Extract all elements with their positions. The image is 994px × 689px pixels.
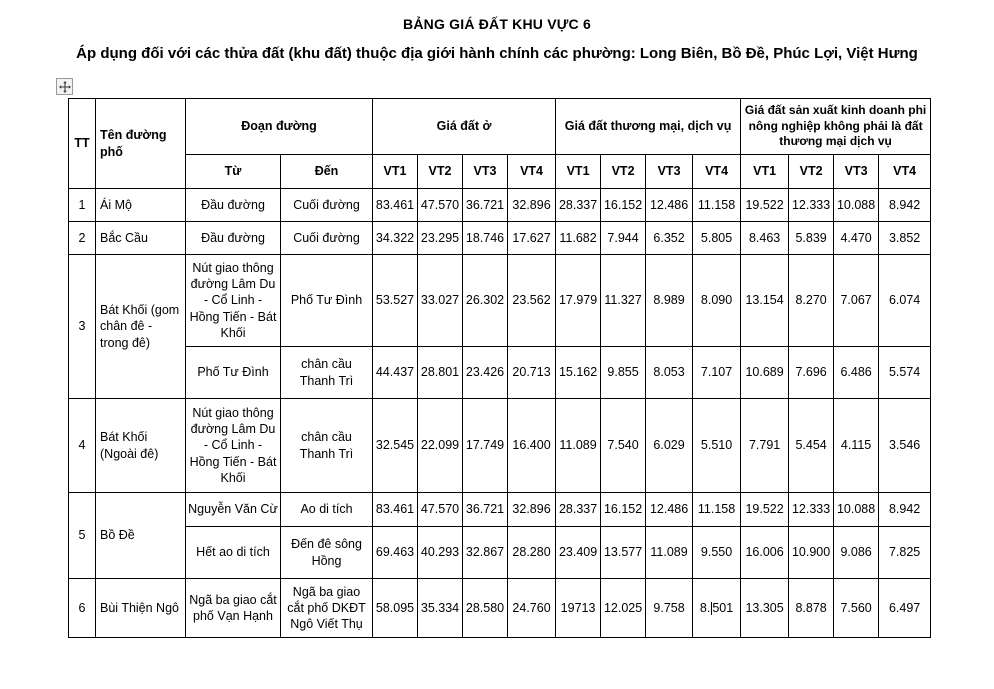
commercial-vt1-cell[interactable]: 11.089 [556,399,601,493]
header-business-vt1[interactable]: VT1 [741,155,789,189]
from-cell[interactable]: Nguyễn Văn Cừ [186,493,281,527]
tt-cell[interactable]: 6 [69,579,96,638]
residential-vt2-cell[interactable]: 40.293 [418,527,463,579]
commercial-vt3-cell[interactable]: 12.486 [646,493,693,527]
from-cell[interactable]: Hết ao di tích [186,527,281,579]
table-row [69,347,931,399]
tt-cell[interactable]: 4 [69,399,96,493]
header-commercial-vt3[interactable]: VT3 [646,155,693,189]
street-name-cell[interactable]: Bát Khối (gom chân đê - trong đê) [96,255,186,399]
table-body [69,189,931,638]
residential-vt1-cell[interactable]: 58.095 [373,579,418,638]
commercial-vt2-cell[interactable]: 11.327 [601,255,646,347]
header-street-name[interactable]: Tên đường phố [96,99,186,189]
table-row [69,579,931,638]
commercial-vt1-cell[interactable]: 28.337 [556,189,601,222]
residential-vt2-cell[interactable]: 23.295 [418,222,463,255]
header-commercial-vt4[interactable]: VT4 [693,155,741,189]
business-vt4-cell[interactable]: 8.942 [879,493,931,527]
header-residential-vt4[interactable]: VT4 [508,155,556,189]
table-row [69,189,931,222]
from-cell[interactable]: Nút giao thông đường Lâm Du - Cổ Linh - Hồng Tiến - Bát Khối [186,255,281,347]
tt-cell[interactable]: 2 [69,222,96,255]
business-vt2-cell[interactable]: 5.454 [789,399,834,493]
business-vt2-cell[interactable]: 8.878 [789,579,834,638]
commercial-vt3-cell[interactable]: 9.758 [646,579,693,638]
residential-vt3-cell[interactable]: 26.302 [463,255,508,347]
commercial-vt4-cell[interactable]: 11.158 [693,189,741,222]
residential-vt4-cell[interactable]: 28.280 [508,527,556,579]
residential-vt2-cell[interactable]: 47.570 [418,493,463,527]
residential-vt2-cell[interactable]: 35.334 [418,579,463,638]
tt-cell[interactable]: 1 [69,189,96,222]
residential-vt2-cell[interactable]: 33.027 [418,255,463,347]
header-business-vt3[interactable]: VT3 [834,155,879,189]
street-name-cell[interactable]: Bồ Đề [96,493,186,579]
residential-vt4-cell[interactable]: 32.896 [508,493,556,527]
business-vt1-cell[interactable]: 19.522 [741,189,789,222]
business-vt3-cell[interactable]: 9.086 [834,527,879,579]
header-business-vt2[interactable]: VT2 [789,155,834,189]
commercial-vt2-cell[interactable]: 7.540 [601,399,646,493]
commercial-vt2-cell[interactable]: 12.025 [601,579,646,638]
from-cell[interactable]: Đầu đường [186,189,281,222]
header-residential-price-group[interactable]: Giá đất ở [373,99,556,155]
from-cell[interactable]: Ngã ba giao cắt phố Vạn Hạnh [186,579,281,638]
commercial-vt4-cell[interactable]: 8.090 [693,255,741,347]
residential-vt2-cell[interactable]: 22.099 [418,399,463,493]
header-residential-vt1[interactable]: VT1 [373,155,418,189]
header-row-groups [69,99,931,155]
commercial-vt3-cell[interactable]: 6.352 [646,222,693,255]
commercial-vt1-cell[interactable]: 28.337 [556,493,601,527]
from-cell[interactable]: Phố Tư Đình [186,347,281,399]
document-title[interactable]: BẢNG GIÁ ĐẤT KHU VỰC 6 [403,16,591,32]
commercial-vt3-cell[interactable]: 12.486 [646,189,693,222]
business-vt2-cell[interactable]: 10.900 [789,527,834,579]
to-cell[interactable]: Ao di tích [281,493,373,527]
residential-vt4-cell[interactable]: 23.562 [508,255,556,347]
commercial-vt1-cell[interactable]: 17.979 [556,255,601,347]
business-vt2-cell[interactable]: 7.696 [789,347,834,399]
business-vt1-cell[interactable]: 16.006 [741,527,789,579]
commercial-vt2-cell[interactable]: 16.152 [601,493,646,527]
business-vt4-cell[interactable]: 6.497 [879,579,931,638]
business-vt3-cell[interactable]: 6.486 [834,347,879,399]
residential-vt4-cell[interactable]: 32.896 [508,189,556,222]
residential-vt4-cell[interactable]: 17.627 [508,222,556,255]
residential-vt3-cell[interactable]: 18.746 [463,222,508,255]
header-commercial-vt1[interactable]: VT1 [556,155,601,189]
from-cell[interactable]: Đầu đường [186,222,281,255]
residential-vt3-cell[interactable]: 32.867 [463,527,508,579]
business-vt4-cell[interactable]: 8.942 [879,189,931,222]
table-header [69,99,931,189]
move-icon [59,81,71,93]
commercial-vt3-cell[interactable]: 6.029 [646,399,693,493]
residential-vt4-cell[interactable]: 16.400 [508,399,556,493]
header-business-price-group[interactable]: Giá đất sản xuất kinh doanh phi nông nghiệp không phải là đất thương mại dịch vụ [741,99,931,155]
to-cell[interactable]: Cuối đường [281,189,373,222]
business-vt1-cell[interactable]: 19.522 [741,493,789,527]
to-cell[interactable]: Phố Tư Đình [281,255,373,347]
document-subtitle[interactable]: Áp dụng đối với các thửa đất (khu đất) thuộc địa giới hành chính các phường: Long Biên, Bồ Đề, Phúc Lợi, Việt Hưng [76,45,918,62]
residential-vt1-cell[interactable]: 53.527 [373,255,418,347]
commercial-vt4-cell[interactable]: 7.107 [693,347,741,399]
header-from[interactable]: Từ [186,155,281,189]
residential-vt3-cell[interactable]: 17.749 [463,399,508,493]
table-row [69,222,931,255]
commercial-vt1-cell[interactable]: 23.409 [556,527,601,579]
business-vt3-cell[interactable]: 10.088 [834,189,879,222]
header-tt[interactable]: TT [69,99,96,189]
table-move-handle[interactable] [56,78,73,95]
commercial-vt3-cell[interactable]: 8.989 [646,255,693,347]
land-price-table [68,98,931,638]
business-vt2-cell[interactable]: 5.839 [789,222,834,255]
header-business-vt4[interactable]: VT4 [879,155,931,189]
to-cell[interactable]: Ngã ba giao cắt phố DKĐT Ngô Viết Thụ [281,579,373,638]
table-row [69,493,931,527]
residential-vt1-cell[interactable]: 44.437 [373,347,418,399]
residential-vt1-cell[interactable]: 34.322 [373,222,418,255]
residential-vt4-cell[interactable]: 20.713 [508,347,556,399]
business-vt4-cell[interactable]: 6.074 [879,255,931,347]
residential-vt1-cell[interactable]: 32.545 [373,399,418,493]
commercial-vt4-cell[interactable]: 8. 501 [693,579,741,638]
commercial-vt1-cell[interactable]: 11.682 [556,222,601,255]
commercial-vt3-cell[interactable]: 8.053 [646,347,693,399]
business-vt3-cell[interactable]: 7.067 [834,255,879,347]
tt-cell[interactable]: 3 [69,255,96,399]
commercial-vt4-cell[interactable]: 11.158 [693,493,741,527]
business-vt2-cell[interactable]: 8.270 [789,255,834,347]
street-name-cell[interactable]: Bùi Thiện Ngô [96,579,186,638]
commercial-vt2-cell[interactable]: 16.152 [601,189,646,222]
business-vt1-cell[interactable]: 7.791 [741,399,789,493]
residential-vt3-cell[interactable]: 23.426 [463,347,508,399]
commercial-vt4-cell[interactable]: 5.805 [693,222,741,255]
header-to[interactable]: Đến [281,155,373,189]
residential-vt3-cell[interactable]: 28.580 [463,579,508,638]
header-residential-vt2[interactable]: VT2 [418,155,463,189]
table-row [69,399,931,493]
business-vt1-cell[interactable]: 13.154 [741,255,789,347]
header-commercial-vt2[interactable]: VT2 [601,155,646,189]
residential-vt1-cell[interactable]: 83.461 [373,493,418,527]
commercial-vt2-cell[interactable]: 7.944 [601,222,646,255]
text-caret [711,602,712,615]
commercial-vt1-cell[interactable]: 19713 [556,579,601,638]
to-cell[interactable]: Cuối đường [281,222,373,255]
tt-cell[interactable]: 5 [69,493,96,579]
business-vt3-cell[interactable]: 4.470 [834,222,879,255]
to-cell[interactable]: chân cầu Thanh Trì [281,347,373,399]
to-cell[interactable]: Đến đê sông Hồng [281,527,373,579]
header-row-subcolumns [69,155,931,189]
business-vt3-cell[interactable]: 10.088 [834,493,879,527]
commercial-vt2-cell[interactable]: 13.577 [601,527,646,579]
business-vt1-cell[interactable]: 13.305 [741,579,789,638]
land-price-table-container [68,98,931,638]
commercial-vt2-cell[interactable]: 9.855 [601,347,646,399]
commercial-vt4-cell[interactable]: 5.510 [693,399,741,493]
business-vt1-cell[interactable]: 10.689 [741,347,789,399]
residential-vt4-cell[interactable]: 24.760 [508,579,556,638]
commercial-vt3-cell[interactable]: 11.089 [646,527,693,579]
table-row [69,255,931,347]
street-name-cell[interactable]: Bắc Cầu [96,222,186,255]
from-cell[interactable]: Nút giao thông đường Lâm Du - Cổ Linh - Hồng Tiến - Bát Khối [186,399,281,493]
business-vt4-cell[interactable]: 5.574 [879,347,931,399]
business-vt2-cell[interactable]: 12.333 [789,493,834,527]
residential-vt2-cell[interactable]: 28.801 [418,347,463,399]
residential-vt1-cell[interactable]: 69.463 [373,527,418,579]
street-name-cell[interactable]: Bát Khối (Ngoài đê) [96,399,186,493]
street-name-cell[interactable]: Ái Mộ [96,189,186,222]
commercial-vt4-cell[interactable]: 9.550 [693,527,741,579]
residential-vt3-cell[interactable]: 36.721 [463,493,508,527]
residential-vt1-cell[interactable]: 83.461 [373,189,418,222]
business-vt2-cell[interactable]: 12.333 [789,189,834,222]
to-cell[interactable]: chân cầu Thanh Trì [281,399,373,493]
business-vt4-cell[interactable]: 3.852 [879,222,931,255]
table-row [69,527,931,579]
header-road-segment[interactable]: Đoạn đường [186,99,373,155]
business-vt4-cell[interactable]: 3.546 [879,399,931,493]
header-residential-vt3[interactable]: VT3 [463,155,508,189]
business-vt3-cell[interactable]: 7.560 [834,579,879,638]
business-vt4-cell[interactable]: 7.825 [879,527,931,579]
residential-vt3-cell[interactable]: 36.721 [463,189,508,222]
business-vt1-cell[interactable]: 8.463 [741,222,789,255]
residential-vt2-cell[interactable]: 47.570 [418,189,463,222]
header-commercial-price-group[interactable]: Giá đất thương mại, dịch vụ [556,99,741,155]
business-vt3-cell[interactable]: 4.115 [834,399,879,493]
commercial-vt1-cell[interactable]: 15.162 [556,347,601,399]
